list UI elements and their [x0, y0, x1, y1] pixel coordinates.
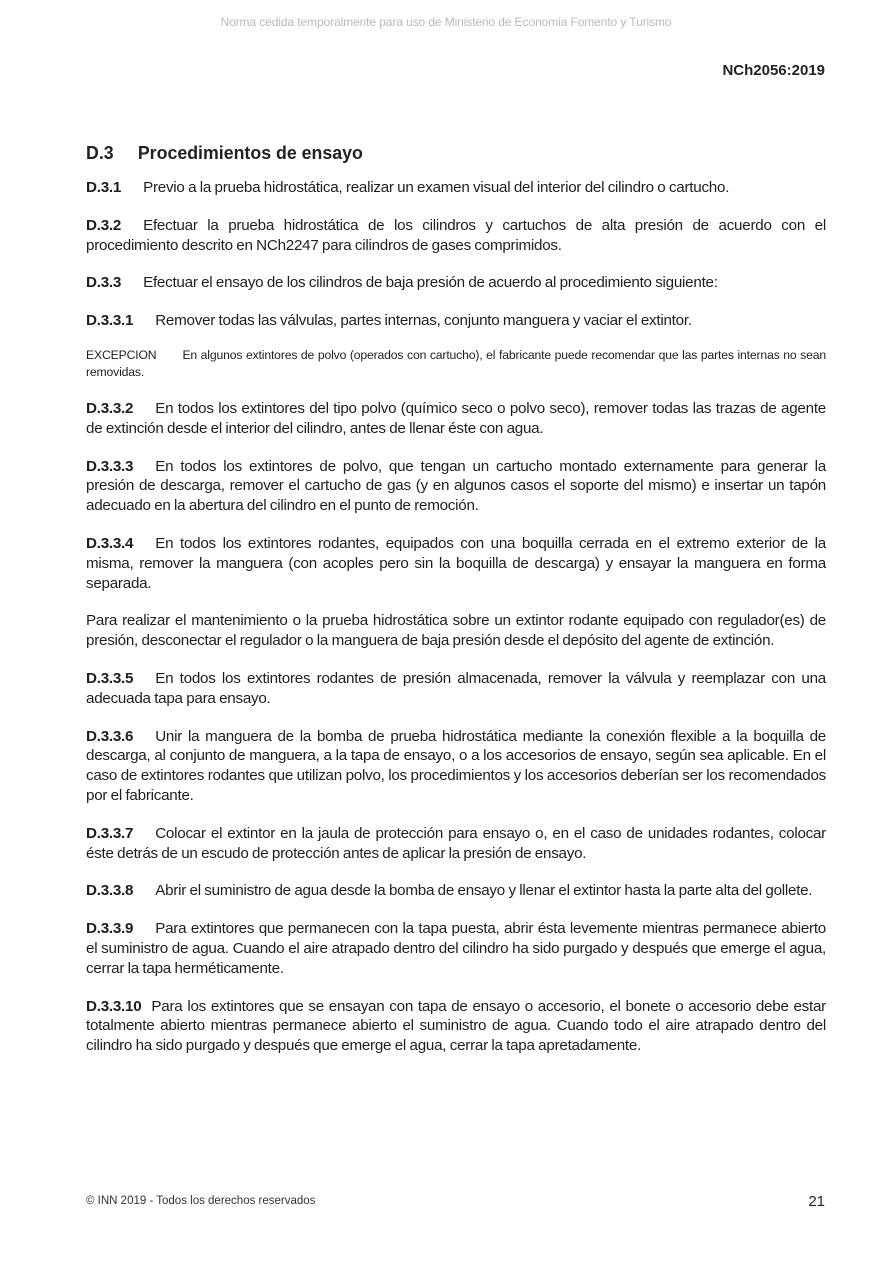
paragraph-d-3-2 — [86, 216, 826, 256]
paragraph-d-3-3-4 — [86, 534, 826, 593]
paragraph-d-3-3-3 — [86, 457, 826, 516]
clause-text: En todos los extintores rodantes, equipados con una boquilla cerrada en el extremo exterior de la misma, remover la manguera (con acoples pero sin la boquilla de descarga) y ensayar la manguera en forma separada. — [86, 534, 826, 592]
paragraph-d-3-3-1 — [86, 311, 826, 331]
watermark-text: Norma cedida temporalmente para uso de Ministerio de Economia Fomento y Turismo — [220, 15, 672, 29]
section-title: Procedimientos de ensayo — [137, 142, 363, 163]
section-number: D.3 — [86, 142, 114, 163]
clause-number: D.3.3 — [86, 274, 122, 292]
clause-number: D.3.3.5 — [86, 669, 134, 687]
paragraph-d-3-3-10 — [86, 997, 826, 1056]
paragraph-rodante-regulador — [86, 611, 826, 651]
clause-text: Remover todas las válvulas, partes internas, conjunto manguera y vaciar el extintor. — [155, 312, 692, 330]
clause-text: Previo a la prueba hidrostática, realizar un examen visual del interior del cilindro o cartucho. — [143, 179, 730, 196]
section-heading — [86, 142, 796, 164]
clause-text: En todos los extintores de polvo, que tengan un cartucho montado externamente para generar la presión de descarga, remover el cartucho de gas (y en algunos casos el soporte del mismo) e insertar un tapón adecuado en la abertura del cilindro en el punto de remoción. — [86, 457, 826, 515]
clause-number: D.3.3.10 — [86, 997, 142, 1015]
clause-text: En todos los extintores del tipo polvo (químico seco o polvo seco), remover todas las trazas de agente de extinción desde el interior del cilindro, antes de llenar éste con agua. — [86, 399, 826, 437]
clause-text: Colocar el extintor en la jaula de protección para ensayo o, en el caso de unidades rodantes, colocar éste detrás de un escudo de protección antes de aplicar la presión de ensayo. — [86, 824, 826, 862]
clause-text: Efectuar la prueba hidrostática de los cilindros y cartuchos de alta presión de acuerdo con el procedimiento descrito en NCh2247 para cilindros de gases comprimidos. — [86, 216, 826, 254]
clause-number: D.3.2 — [86, 216, 122, 234]
clause-text: Para realizar el mantenimiento o la prueba hidrostática sobre un extintor rodante equipado con regulador(es) de presión, desconectar el regulador o la manguera de baja presión desde el depósito del agente de extinción. — [86, 612, 826, 650]
paragraph-d-3-3-7 — [86, 824, 826, 864]
exception-note — [86, 347, 826, 382]
clause-text: Abrir el suministro de agua desde la bomba de ensayo y llenar el extintor hasta la parte alta del gollete. — [155, 882, 813, 900]
clause-number: D.3.3.4 — [86, 534, 134, 552]
clause-number: D.3.1 — [86, 179, 122, 196]
clause-number: D.3.3.7 — [86, 824, 134, 842]
clause-number: D.3.3.1 — [86, 312, 134, 330]
paragraph-d-3-3-9 — [86, 919, 826, 978]
clause-number: D.3.3.8 — [86, 882, 134, 900]
document-number: NCh2056:2019 — [722, 62, 825, 79]
clause-number: D.3.3.3 — [86, 457, 134, 475]
clause-number: D.3.3.6 — [86, 727, 134, 745]
clause-number: D.3.3.9 — [86, 920, 134, 938]
clause-text: Unir la manguera de la bomba de prueba hidrostática mediante la conexión flexible a la boquilla de descarga, al conjunto de manguera, a la tapa de ensayo, o a los accesorios de ensayo, según sea aplicable. En el caso de extintores rodantes que utilizan polvo, los procedimientos y los accesorios deberían ser los recomendados por el fabricante. — [86, 727, 826, 804]
paragraph-d-3-3 — [86, 273, 826, 293]
exception-label: EXCEPCION — [86, 347, 157, 362]
clause-text: Para extintores que permanecen con la tapa puesta, abrir ésta levemente mientras permanece abierto el suministro de agua. Cuando el aire atrapado dentro del cilindro ha sido purgado y después que emerge el agua, cerrar la tapa herméticamente. — [86, 920, 826, 977]
clause-text: En todos los extintores rodantes de presión almacenada, remover la válvula y reemplazar con una adecuada tapa para ensayo. — [86, 669, 826, 707]
clause-number: D.3.3.2 — [86, 399, 134, 417]
paragraph-d-3-1 — [86, 178, 826, 198]
footer-copyright: © INN 2019 - Todos los derechos reservados — [86, 1195, 316, 1207]
paragraph-d-3-3-8 — [86, 881, 826, 901]
clause-text: Para los extintores que se ensayan con tapa de ensayo o accesorio, el bonete o accesorio debe estar totalmente abierto mientras permanece abierto el suministro de agua. Cuando todo el aire atrapado dentro del cilindro ha sido purgado y después que emerge el agua, cerrar la tapa apretadamente. — [86, 997, 826, 1055]
clause-text: Efectuar el ensayo de los cilindros de baja presión de acuerdo al procedimiento siguiente: — [143, 274, 718, 292]
exception-text: En algunos extintores de polvo (operados con cartucho), el fabricante puede recomendar que las partes internas no sean removidas. — [86, 347, 826, 380]
paragraph-d-3-3-5 — [86, 669, 826, 709]
paragraph-d-3-3-2 — [86, 399, 826, 439]
page-number: 21 — [808, 1193, 825, 1210]
paragraph-d-3-3-6 — [86, 727, 826, 806]
page-content — [86, 142, 826, 1074]
